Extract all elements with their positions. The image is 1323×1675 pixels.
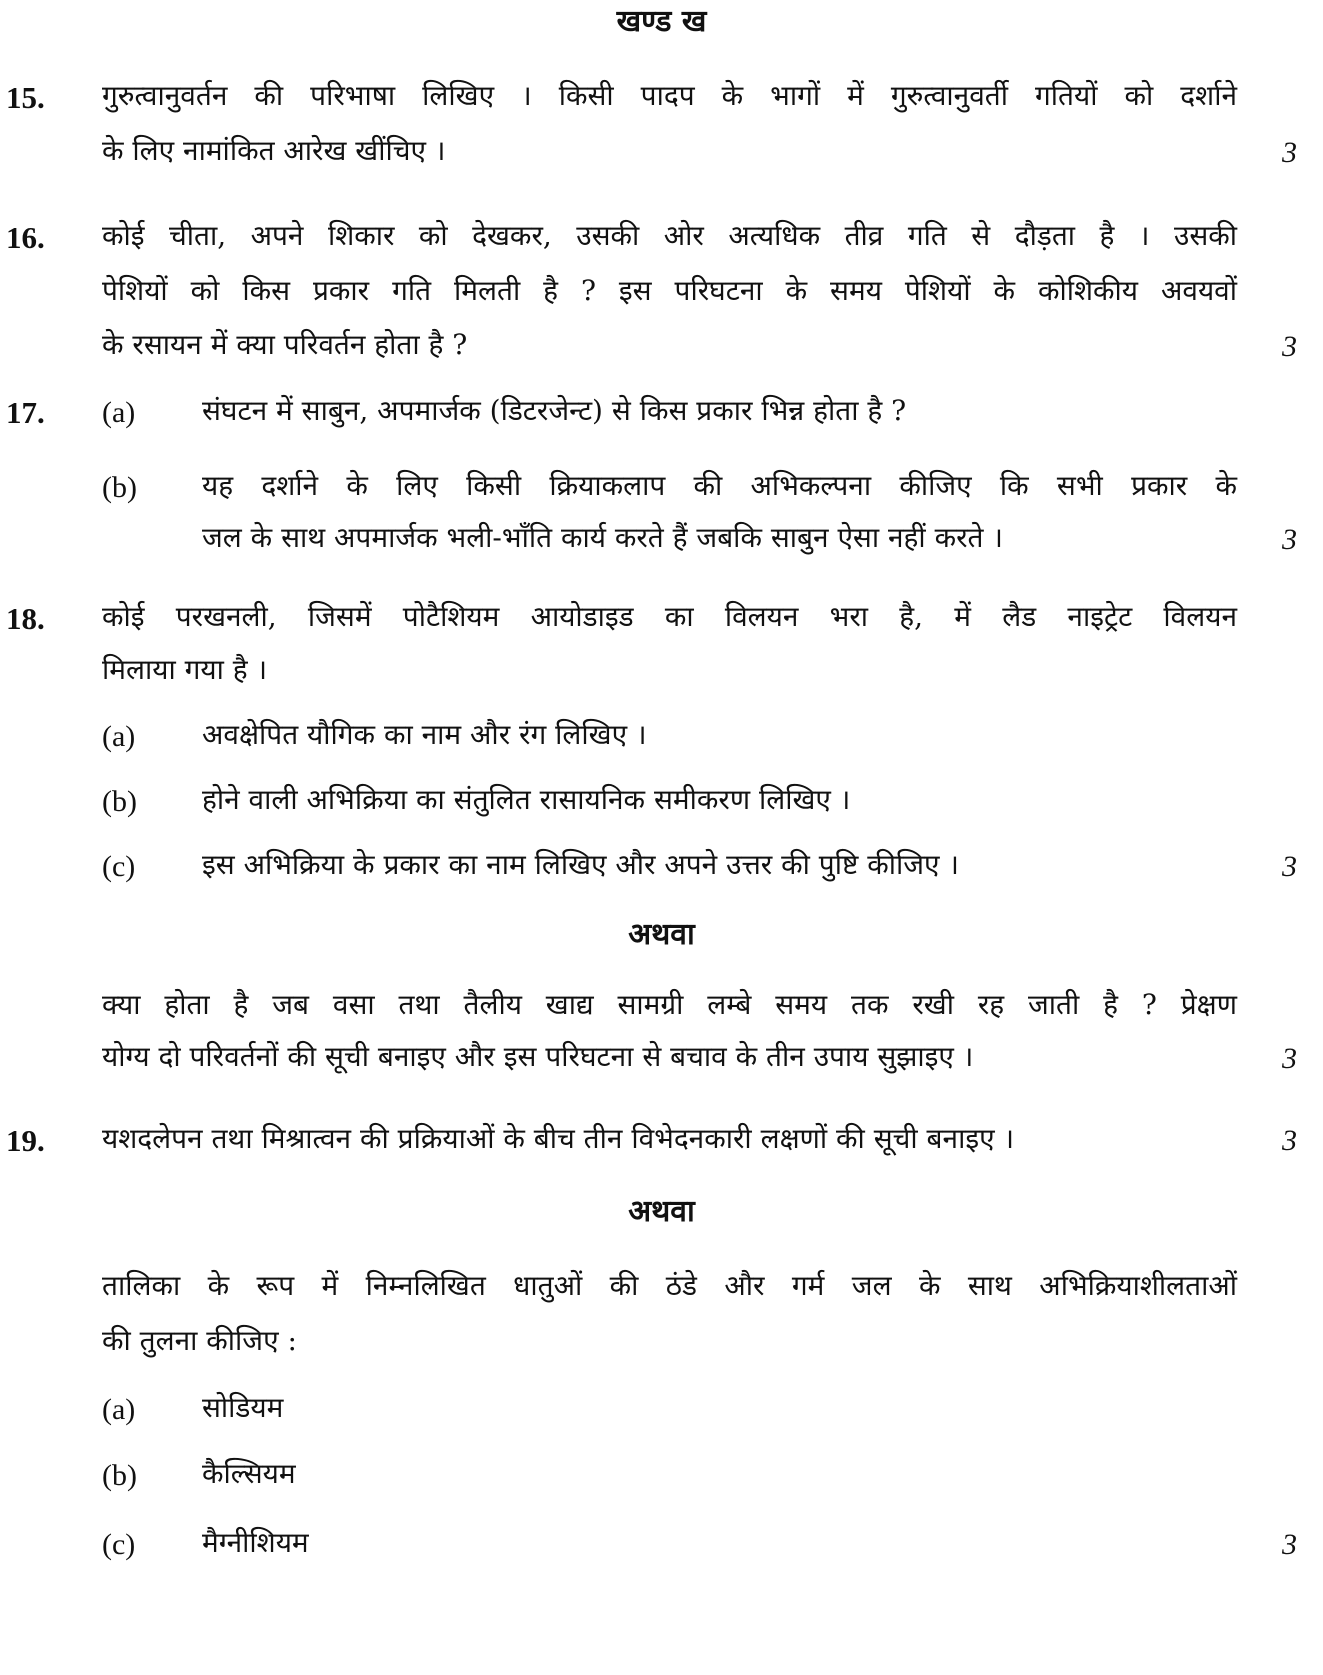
q17-part-a-label: (a) — [102, 396, 136, 429]
q17-part-a-text: संघटन में साबुन, अपमार्जक (डिटरजेन्ट) से किस प्रकार भिन्न होता है ? — [202, 394, 907, 427]
q15-text-line-1: गुरुत्वानुवर्तन की परिभाषा लिखिए । किसी पादप के भागों में गुरुत्वानुवर्ती गतियों को दर्शाने — [102, 79, 1237, 112]
q19-part-b-label: (b) — [102, 1459, 137, 1492]
q18-or-marks: 3 — [1282, 1042, 1297, 1075]
q19-part-c-label: (c) — [102, 1528, 136, 1561]
q18-part-c-label: (c) — [102, 850, 136, 883]
q18-part-c-text: इस अभिक्रिया के प्रकार का नाम लिखिए और अपने उत्तर की पुष्टि कीजिए । — [202, 848, 959, 881]
question-number-16: 16. — [6, 220, 45, 255]
q18-or-line-2: योग्य दो परिवर्तनों की सूची बनाइए और इस परिघटना से बचाव के तीन उपाय सुझाइए । — [102, 1040, 974, 1073]
q19-part-b-text: कैल्सियम — [202, 1457, 296, 1490]
q19-part-a-label: (a) — [102, 1393, 136, 1426]
q16-text-line-2: पेशियों को किस प्रकार गति मिलती है ? इस परिघटना के समय पेशियों के कोशिकीय अवयवों — [102, 274, 1237, 307]
q16-text-line-1: कोई चीता, अपने शिकार को देखकर, उसकी ओर अत्यधिक तीव्र गति से दौड़ता है । उसकी — [102, 219, 1237, 252]
q18-part-a-text: अवक्षेपित यौगिक का नाम और रंग लिखिए । — [202, 718, 647, 751]
q19-marks: 3 — [1282, 1124, 1297, 1157]
q18-or-line-1: क्या होता है जब वसा तथा तैलीय खाद्य सामग्री लम्बे समय तक रखी रह जाती है ? प्रेक्षण — [102, 988, 1237, 1021]
q18-text-line-1: कोई परखनली, जिसमें पोटैशियम आयोडाइड का विलयन भरा है, में लैड नाइट्रेट विलयन — [102, 600, 1237, 633]
question-number-17: 17. — [6, 395, 45, 430]
q16-text-line-3: के रसायन में क्या परिवर्तन होता है ? — [102, 328, 468, 361]
q18-part-b-label: (b) — [102, 785, 137, 818]
q18-marks: 3 — [1282, 850, 1297, 883]
q19-or-heading: अथवा — [628, 1194, 695, 1229]
section-heading: खण्ड ख — [616, 4, 707, 39]
q18-or-heading: अथवा — [628, 917, 695, 952]
q19-or-line-2: की तुलना कीजिए : — [102, 1324, 297, 1357]
q19-text: यशदलेपन तथा मिश्रात्वन की प्रक्रियाओं के बीच तीन विभेदनकारी लक्षणों की सूची बनाइए । — [102, 1122, 1015, 1155]
q17-part-b-line-2: जल के साथ अपमार्जक भली-भाँति कार्य करते हैं जबकि साबुन ऐसा नहीं करते । — [202, 521, 1004, 554]
q19-part-a-text: सोडियम — [202, 1391, 284, 1424]
q19-or-line-1: तालिका के रूप में निम्नलिखित धातुओं की ठंडे और गर्म जल के साथ अभिक्रियाशीलताओं — [102, 1269, 1237, 1302]
q17-marks: 3 — [1282, 523, 1297, 556]
question-number-15: 15. — [6, 80, 45, 115]
q17-part-b-label: (b) — [102, 471, 137, 504]
q16-marks: 3 — [1282, 330, 1297, 363]
q19-or-marks: 3 — [1282, 1528, 1297, 1561]
question-number-18: 18. — [6, 601, 45, 636]
q15-marks: 3 — [1282, 136, 1297, 169]
q15-text-line-2: के लिए नामांकित आरेख खींचिए । — [102, 134, 446, 167]
q18-text-line-2: मिलाया गया है । — [102, 653, 268, 686]
question-number-19: 19. — [6, 1123, 45, 1158]
q18-part-a-label: (a) — [102, 720, 136, 753]
q18-part-b-text: होने वाली अभिक्रिया का संतुलित रासायनिक समीकरण लिखिए । — [202, 783, 851, 816]
q19-part-c-text: मैग्नीशियम — [202, 1526, 309, 1559]
q17-part-b-line-1: यह दर्शाने के लिए किसी क्रियाकलाप की अभिकल्पना कीजिए कि सभी प्रकार के — [202, 469, 1237, 502]
